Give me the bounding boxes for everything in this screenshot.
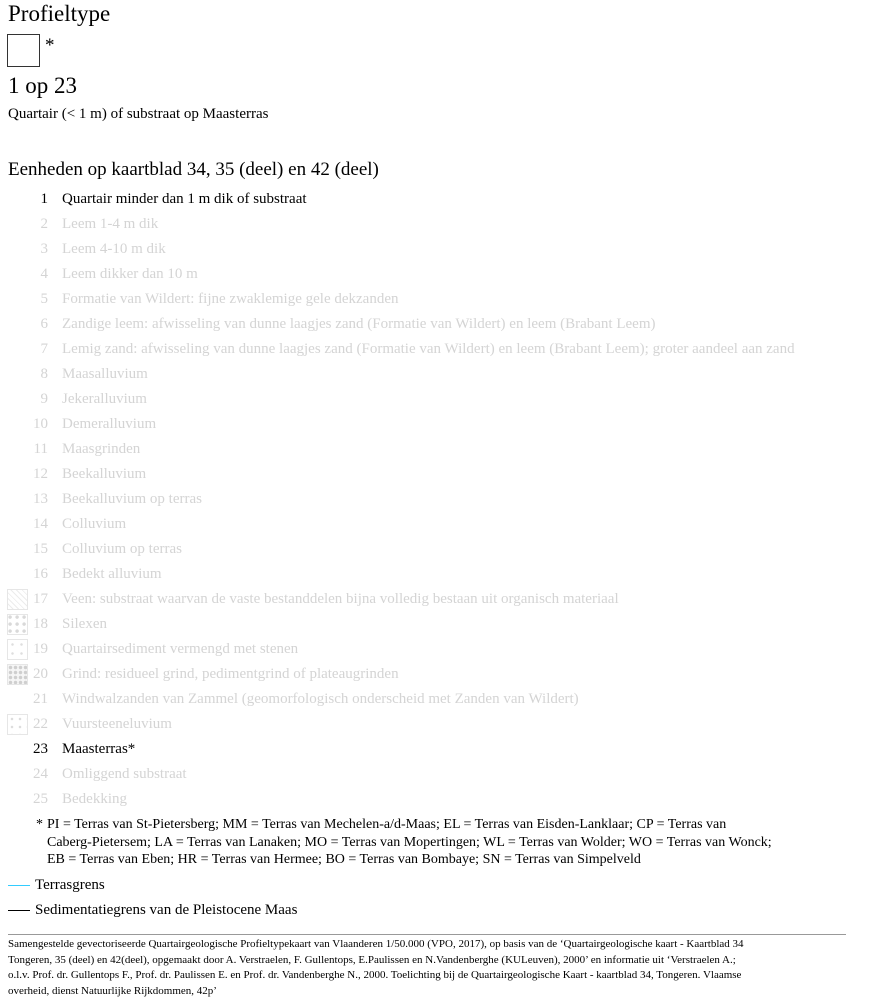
- unit-label: Windwalzanden van Zammel (geomorfologisch onderscheid met Zanden van Wildert): [62, 687, 579, 712]
- footnote-line: PI = Terras van St-Pietersberg; MM = Terras van Mechelen-a/d-Maas; EL = Terras van Eisden-Lanklaar; CP = Terras van: [47, 816, 836, 834]
- unit-label: Leem 4-10 m dik: [62, 237, 166, 262]
- footnote-line: Caberg-Pietersem; LA = Terras van Lanaken; MO = Terras van Mopertingen; WL = Terras van Wolder; WO = Terras van Wonck;: [47, 834, 836, 852]
- unit-item-5: [0, 287, 880, 312]
- divider: [8, 934, 846, 935]
- unit-item-23: [0, 737, 880, 762]
- unit-label: Silexen: [62, 612, 107, 637]
- vuur-pattern-icon: [7, 714, 28, 735]
- footnote-asterisk: *: [36, 816, 43, 834]
- unit-item-16: [0, 562, 880, 587]
- source-line: Tongeren, 35 (deel) en 42(deel), opgemaakt door A. Verstraelen, F. Gullentops, E.Paulissen en N.Vandenberghe (KULeuven), 2000’ en informatie uit ‘Verstraelen A.;: [8, 953, 848, 969]
- unit-number: 12: [28, 462, 48, 487]
- unit-label: Maasgrinden: [62, 437, 140, 462]
- unit-label: Beekalluvium: [62, 462, 146, 487]
- unit-label: Maasterras*: [62, 737, 135, 762]
- unit-number: 22: [28, 712, 48, 737]
- unit-item-14: [0, 512, 880, 537]
- unit-label: Leem 1-4 m dik: [62, 212, 158, 237]
- source-line: overheid, dienst Natuurlijke Rijkdommen, 42p’: [8, 984, 848, 999]
- unit-number: 15: [28, 537, 48, 562]
- unit-label: Colluvium: [62, 512, 126, 537]
- unit-number: 25: [28, 787, 48, 812]
- unit-item-24: [0, 762, 880, 787]
- swatch-asterisk: *: [45, 36, 55, 56]
- footnote: [36, 816, 836, 869]
- source-line: o.l.v. Prof. dr. Gullentops F., Prof. dr. Paulissen E. en Prof. dr. Vandenberghe N., 2000. Toelichting bij de Quartairgeologische Kaart - kaartblad 34, Tongeren. Vlaamse: [8, 968, 848, 984]
- unit-number: 16: [28, 562, 48, 587]
- unit-number: 20: [28, 662, 48, 687]
- legend-terrasgrens: [8, 873, 105, 897]
- unit-item-13: [0, 487, 880, 512]
- legend-label: Sedimentatiegrens van de Pleistocene Maas: [35, 902, 297, 919]
- unit-label: Leem dikker dan 10 m: [62, 262, 198, 287]
- unit-item-21: [0, 687, 880, 712]
- footnote-text: [47, 816, 836, 869]
- profile-color-swatch: [7, 34, 40, 67]
- terrasgrens-line-icon: [8, 885, 30, 886]
- unit-label: Veen: substraat waarvan de vaste bestanddelen bijna volledig bestaan uit organisch materiaal: [62, 587, 619, 612]
- unit-number: 17: [28, 587, 48, 612]
- unit-number: 3: [28, 237, 48, 262]
- footnote-line: EB = Terras van Eben; HR = Terras van Hermee; BO = Terras van Bombaye; SN = Terras van Simpelveld: [47, 851, 836, 869]
- unit-label: Bedekking: [62, 787, 127, 812]
- unit-label: Bedekt alluvium: [62, 562, 162, 587]
- unit-label: Jekeralluvium: [62, 387, 147, 412]
- unit-label: Maasalluvium: [62, 362, 148, 387]
- unit-item-25: [0, 787, 880, 812]
- unit-label: Omliggend substraat: [62, 762, 187, 787]
- unit-item-10: [0, 412, 880, 437]
- sedimentatiegrens-line-icon: [8, 910, 30, 911]
- profile-swatch-row: [7, 34, 55, 68]
- unit-number: 11: [28, 437, 48, 462]
- unit-item-12: [0, 462, 880, 487]
- unit-number: 8: [28, 362, 48, 387]
- unit-item-19: [0, 637, 880, 662]
- unit-label: Beekalluvium op terras: [62, 487, 202, 512]
- unit-number: 2: [28, 212, 48, 237]
- unit-item-2: [0, 212, 880, 237]
- unit-item-8: [0, 362, 880, 387]
- grind-pattern-icon: [7, 664, 28, 685]
- unit-label: Zandige leem: afwisseling van dunne laagjes zand (Formatie van Wildert) en leem (Brabant Leem): [62, 312, 655, 337]
- unit-number: 19: [28, 637, 48, 662]
- unit-item-18: [0, 612, 880, 637]
- units-list: [0, 187, 880, 812]
- profile-code: 1 op 23: [8, 71, 77, 101]
- unit-number: 7: [28, 337, 48, 362]
- unit-number: 10: [28, 412, 48, 437]
- unit-item-6: [0, 312, 880, 337]
- unit-label: Formatie van Wildert: fijne zwaklemige gele dekzanden: [62, 287, 399, 312]
- unit-item-20: [0, 662, 880, 687]
- page-title: Profieltype: [8, 0, 110, 28]
- unit-item-22: [0, 712, 880, 737]
- unit-label: Vuursteeneluvium: [62, 712, 172, 737]
- unit-label: Quartairsediment vermengd met stenen: [62, 637, 298, 662]
- unit-number: 24: [28, 762, 48, 787]
- unit-number: 14: [28, 512, 48, 537]
- unit-label: Lemig zand: afwisseling van dunne laagjes zand (Formatie van Wildert) en leem (Brabant Leem); groter aandeel aan zand: [62, 337, 795, 362]
- unit-item-4: [0, 262, 880, 287]
- unit-item-7: [0, 337, 880, 362]
- unit-number: 23: [28, 737, 48, 762]
- unit-item-15: [0, 537, 880, 562]
- stenen-pattern-icon: [7, 639, 28, 660]
- silex-pattern-icon: [7, 614, 28, 635]
- unit-number: 9: [28, 387, 48, 412]
- legend-label: Terrasgrens: [35, 877, 105, 894]
- unit-item-3: [0, 237, 880, 262]
- unit-number: 4: [28, 262, 48, 287]
- source-line: Samengestelde gevectoriseerde Quartairgeologische Profieltypekaart van Vlaanderen 1/50.000 (VPO, 2017), op basis van de ‘Quartairgeologische kaart - Kaartblad 34: [8, 937, 848, 953]
- unit-number: 5: [28, 287, 48, 312]
- unit-item-1: [0, 187, 880, 212]
- units-heading: Eenheden op kaartblad 34, 35 (deel) en 42 (deel): [8, 158, 379, 182]
- unit-item-9: [0, 387, 880, 412]
- unit-number: 1: [28, 187, 48, 212]
- unit-item-17: [0, 587, 880, 612]
- unit-label: Grind: residueel grind, pedimentgrind of plateaugrinden: [62, 662, 399, 687]
- unit-number: 13: [28, 487, 48, 512]
- unit-label: Colluvium op terras: [62, 537, 182, 562]
- source-citation: [8, 937, 848, 999]
- legend-sedimentatiegrens: [8, 898, 297, 922]
- unit-number: 6: [28, 312, 48, 337]
- veen-pattern-icon: [7, 589, 28, 610]
- unit-number: 18: [28, 612, 48, 637]
- unit-label: Demeralluvium: [62, 412, 156, 437]
- unit-label: Quartair minder dan 1 m dik of substraat: [62, 187, 307, 212]
- unit-number: 21: [28, 687, 48, 712]
- profile-description: Quartair (< 1 m) of substraat op Maasterras: [8, 104, 268, 124]
- unit-item-11: [0, 437, 880, 462]
